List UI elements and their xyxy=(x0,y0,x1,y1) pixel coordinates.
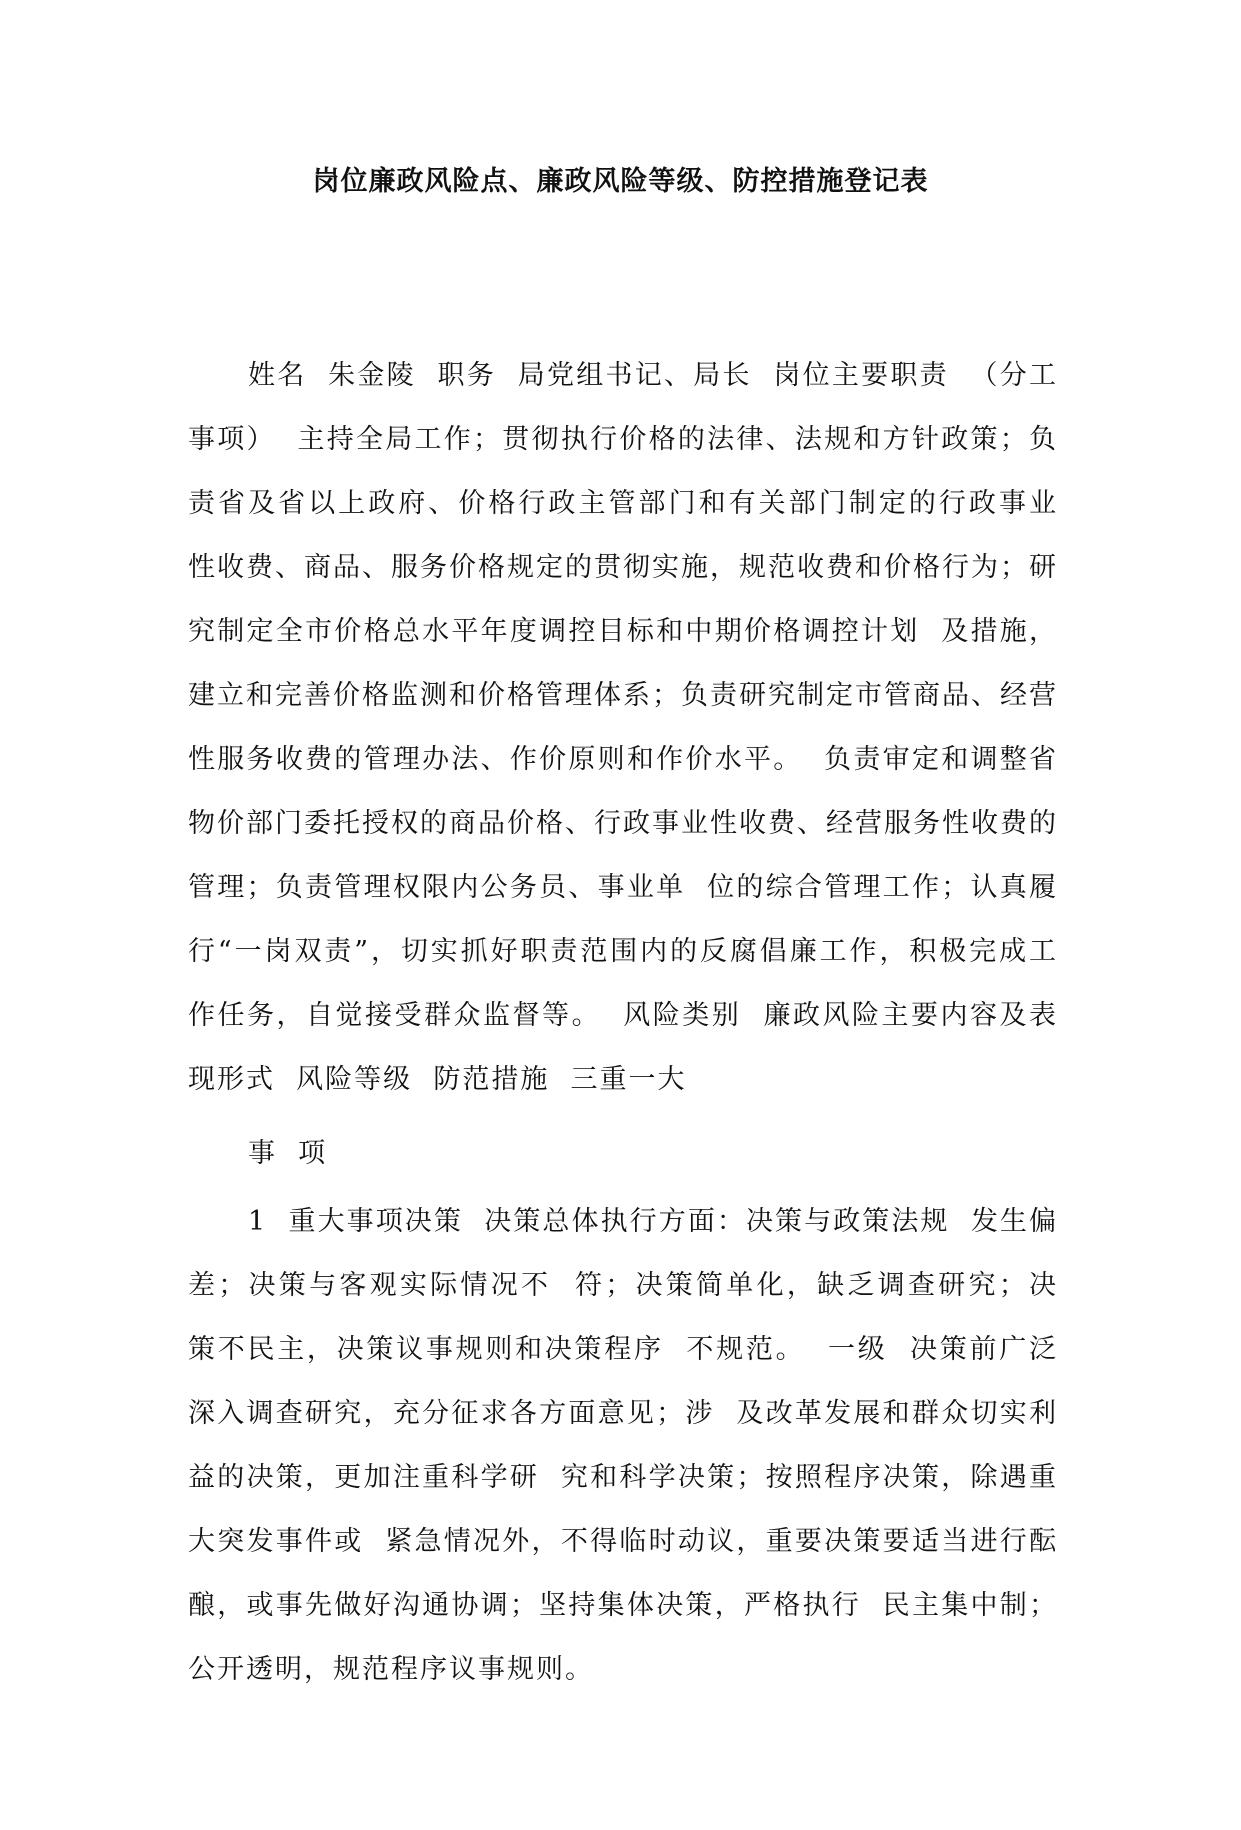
paragraph-text: 姓名 朱金陵 职务 局党组书记、局长 岗位主要职责 （分工事项） 主持全局工作；贯彻执行价格的法律、法规和方针政策；负责省及省以上政府、价格行政主管部门和有关部门制定的行政事业 性收费、商品、服务价格规定的贯彻实施，规范收费和价格行为；研究制定全市价格总水平年度调控目标和中期价格调控计划 及措施，建立和完善价格监测和价格管理体系；负责研究制定市管商品、经营性服务收费的管理办法、作价原则和作价水平。 负责审定和调整省物价部门委托授权的商品价格、行政事业性收费、经营服务性收费的管理；负责管理权限内公务员、事业单 位的综合管理工作；认真履行“一岗双责”，切实抓好职责范围内的反腐倡廉工作，积极完成工作任务，自觉接受群众监督等。 风险类别 廉政风险主要内容及表现形式 风险等级 防范措施 三重一大 xyxy=(188,360,1080,1095)
document-paragraph-risk-item xyxy=(188,1062,1080,1830)
paragraph-text: 事 项 xyxy=(248,1138,328,1169)
paragraph-text: 1 重大事项决策 决策总体执行方面：决策与政策法规 发生偏差；决策与客观实际情况不 符；决策简单化，缺乏调查研究；决 策不民主，决策议事规则和决策程序 不规范。 一级 决策前广泛深入调查研究，充分征求各方面意见；涉 及改革发展和群众切实利益的决策，更加注重科学研 究和科学决策；按照程序决策，除遇重大突发事件或 紧急情况外，不得临时动议，重要决策要适当进行酝 酿，或事先做好沟通协调；坚持集体决策，严格执行 民主集中制；公开透明，规范程序议事规则。 xyxy=(188,1206,1080,1685)
document-title: 岗位廉政风险点、廉政风险等级、防控措施登记表 xyxy=(312,166,929,197)
